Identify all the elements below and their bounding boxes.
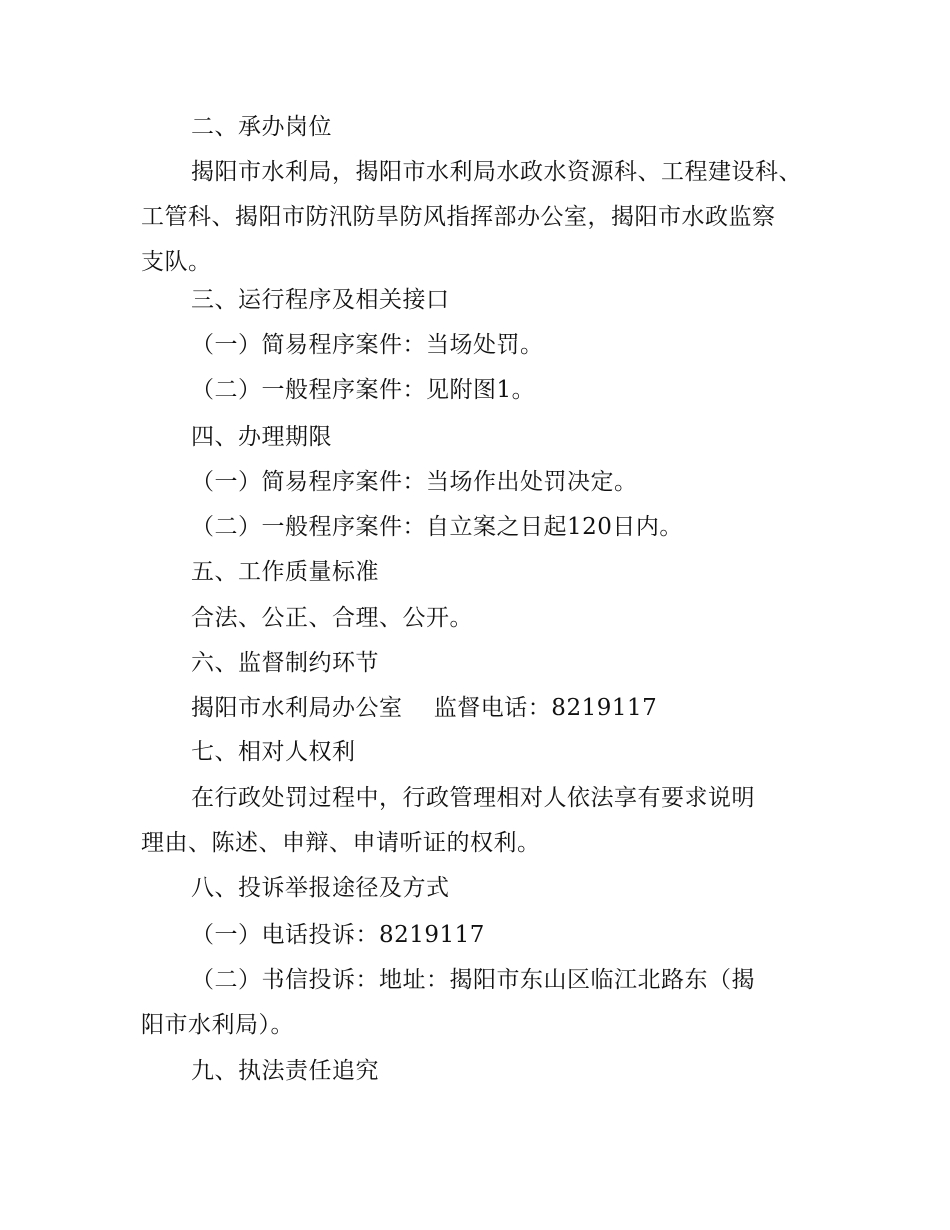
section-5-heading: 五、工作质量标准	[191, 559, 379, 585]
section-3-heading: 三、运行程序及相关接口	[191, 287, 450, 313]
section-7-body-line-2: 理由、陈述、申辩、申请听证的权利。	[141, 830, 541, 856]
section-8-item-2-line-2: 阳市水利局）。	[141, 1012, 294, 1038]
section-5-body: 合法、公正、合理、公开。	[191, 605, 473, 631]
section-4-item-2: （二）一般程序案件：自立案之日起120日内。	[191, 514, 683, 540]
section-2-body-line-1: 揭阳市水利局，揭阳市水利局水政水资源科、工程建设科、	[191, 159, 802, 185]
section-2-body-line-3: 支队。	[141, 249, 212, 275]
section-3-item-1: （一）简易程序案件：当场处罚。	[191, 332, 544, 358]
section-2-body-line-2: 工管科、揭阳市防汛防旱防风指挥部办公室，揭阳市水政监察	[141, 204, 776, 230]
section-8-item-1: （一）电话投诉：8219117	[191, 922, 485, 948]
section-6-body: 揭阳市水利局办公室 监督电话：8219117	[191, 695, 658, 721]
section-2-heading: 二、承办岗位	[191, 114, 332, 140]
section-7-heading: 七、相对人权利	[191, 739, 356, 765]
section-3-item-2: （二）一般程序案件：见附图1。	[191, 377, 536, 403]
section-4-item-1: （一）简易程序案件：当场作出处罚决定。	[191, 469, 638, 495]
section-4-heading: 四、办理期限	[191, 424, 332, 450]
section-8-heading: 八、投诉举报途径及方式	[191, 875, 450, 901]
section-6-heading: 六、监督制约环节	[191, 650, 379, 676]
section-9-heading: 九、执法责任追究	[191, 1058, 379, 1084]
section-8-item-2-line-1: （二）书信投诉：地址：揭阳市东山区临江北路东（揭	[191, 967, 755, 993]
section-7-body-line-1: 在行政处罚过程中，行政管理相对人依法享有要求说明	[191, 785, 755, 811]
